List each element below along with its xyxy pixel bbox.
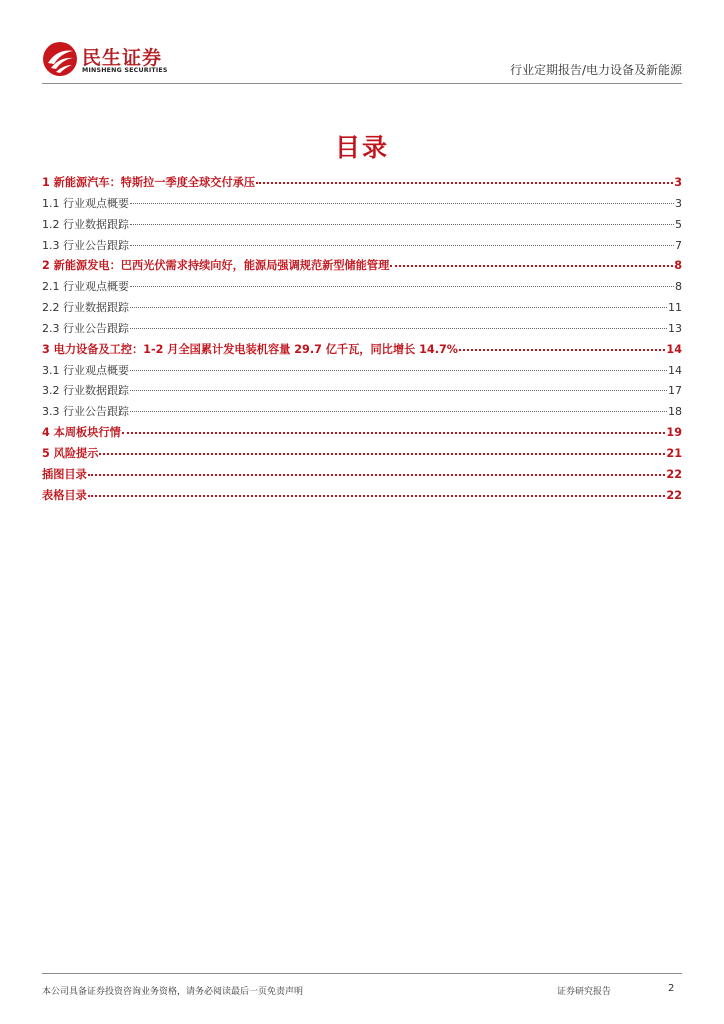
toc-subsection-link[interactable] bbox=[42, 215, 682, 236]
footer-disclaimer: 本公司具备证券投资咨询业务资格，请务必阅读最后一页免责声明 bbox=[42, 987, 304, 997]
toc-entry-label: 2.2 行业数据跟踪 bbox=[42, 301, 129, 315]
toc-entry-page: 17 bbox=[668, 384, 682, 398]
toc-dot-leader bbox=[130, 203, 674, 204]
toc-entry-label: 2.3 行业公告跟踪 bbox=[42, 321, 129, 335]
toc-entry-page: 8 bbox=[674, 259, 682, 273]
logo-text-cn: 民生证券 bbox=[82, 47, 163, 69]
toc-dot-leader bbox=[390, 265, 673, 267]
toc-dot-leader bbox=[130, 370, 667, 371]
toc-entry-page: 18 bbox=[668, 405, 682, 419]
toc-subsection-link[interactable] bbox=[42, 319, 682, 340]
toc-subsection-link[interactable] bbox=[42, 277, 682, 298]
toc-entry-page: 8 bbox=[675, 280, 682, 294]
logo-text-en: MINSHENG SECURITIES bbox=[82, 67, 168, 74]
toc-entry-page: 19 bbox=[666, 426, 682, 440]
toc-entry-page: 13 bbox=[668, 321, 682, 335]
header-divider bbox=[42, 83, 682, 84]
toc-entry-page: 22 bbox=[666, 488, 682, 502]
toc-title: 目录 bbox=[334, 133, 389, 162]
toc-subsection-link[interactable] bbox=[42, 298, 682, 319]
toc-section-link[interactable] bbox=[42, 423, 682, 444]
toc-entry-page: 14 bbox=[668, 363, 682, 377]
toc-entry-label: 表格目录 bbox=[42, 488, 87, 502]
page-header bbox=[42, 40, 682, 84]
toc-entry-label: 1.1 行业观点概要 bbox=[42, 196, 129, 210]
toc-entry-page: 21 bbox=[666, 446, 682, 460]
toc-dot-leader bbox=[130, 286, 674, 287]
company-logo bbox=[42, 40, 182, 80]
toc-dot-leader bbox=[88, 474, 666, 476]
footer-divider bbox=[42, 973, 682, 974]
toc-section-link[interactable] bbox=[42, 173, 682, 194]
toc-dot-leader bbox=[130, 328, 667, 329]
toc-dot-leader bbox=[88, 495, 666, 497]
toc-entry-page: 3 bbox=[675, 196, 682, 210]
toc-subsection-link[interactable] bbox=[42, 236, 682, 257]
toc-subsection-link[interactable] bbox=[42, 402, 682, 423]
toc-entry-label: 3.2 行业数据跟踪 bbox=[42, 384, 129, 398]
toc-entry-label: 4 本周板块行情 bbox=[42, 426, 121, 440]
toc-dot-leader bbox=[256, 182, 673, 184]
toc-entry-page: 11 bbox=[668, 301, 682, 315]
toc-section-link[interactable] bbox=[42, 256, 682, 277]
toc-entry-page: 22 bbox=[666, 467, 682, 481]
toc-section-link[interactable] bbox=[42, 444, 682, 465]
toc-section-link[interactable] bbox=[42, 486, 682, 507]
toc-entry-label: 3.3 行业公告跟踪 bbox=[42, 405, 129, 419]
toc-dot-leader bbox=[99, 453, 665, 455]
toc-entry-label: 2 新能源发电：巴西光伏需求持续向好，能源局强调规范新型储能管理 bbox=[42, 259, 390, 273]
toc-subsection-link[interactable] bbox=[42, 381, 682, 402]
toc-dot-leader bbox=[122, 432, 666, 434]
toc-entry-page: 3 bbox=[674, 176, 682, 189]
toc-entry-page: 14 bbox=[666, 342, 682, 356]
toc-dot-leader bbox=[130, 390, 667, 391]
toc-dot-leader bbox=[130, 411, 667, 412]
table-of-contents bbox=[42, 173, 682, 507]
toc-entry-page: 5 bbox=[675, 217, 682, 231]
report-type: 行业定期报告/电力设备及新能源 bbox=[509, 63, 682, 77]
toc-entry-label: 3.1 行业观点概要 bbox=[42, 363, 129, 377]
toc-entry-label: 插图目录 bbox=[42, 467, 87, 481]
page-number: 2 bbox=[668, 983, 675, 994]
toc-section-link[interactable] bbox=[42, 465, 682, 486]
toc-dot-leader bbox=[459, 349, 665, 351]
toc-section-link[interactable] bbox=[42, 340, 682, 361]
toc-dot-leader bbox=[130, 307, 667, 308]
toc-entry-label: 1.2 行业数据跟踪 bbox=[42, 217, 129, 231]
toc-entry-page: 7 bbox=[675, 238, 682, 252]
toc-dot-leader bbox=[130, 224, 674, 225]
toc-subsection-link[interactable] bbox=[42, 361, 682, 382]
toc-entry-label: 1.3 行业公告跟踪 bbox=[42, 238, 129, 252]
toc-subsection-link[interactable] bbox=[42, 194, 682, 215]
toc-entry-label: 2.1 行业观点概要 bbox=[42, 280, 129, 294]
toc-entry-label: 3 电力设备及工控：1-2 月全国累计发电装机容量 29.7 亿千瓦，同比增长 14.7% bbox=[42, 342, 458, 356]
footer-doc-type: 证券研究报告 bbox=[557, 987, 612, 997]
toc-entry-label: 5 风险提示 bbox=[42, 446, 99, 460]
minsheng-logo-icon bbox=[42, 41, 78, 77]
toc-entry-label: 1 新能源汽车：特斯拉一季度全球交付承压 bbox=[42, 176, 256, 189]
toc-dot-leader bbox=[130, 245, 674, 246]
